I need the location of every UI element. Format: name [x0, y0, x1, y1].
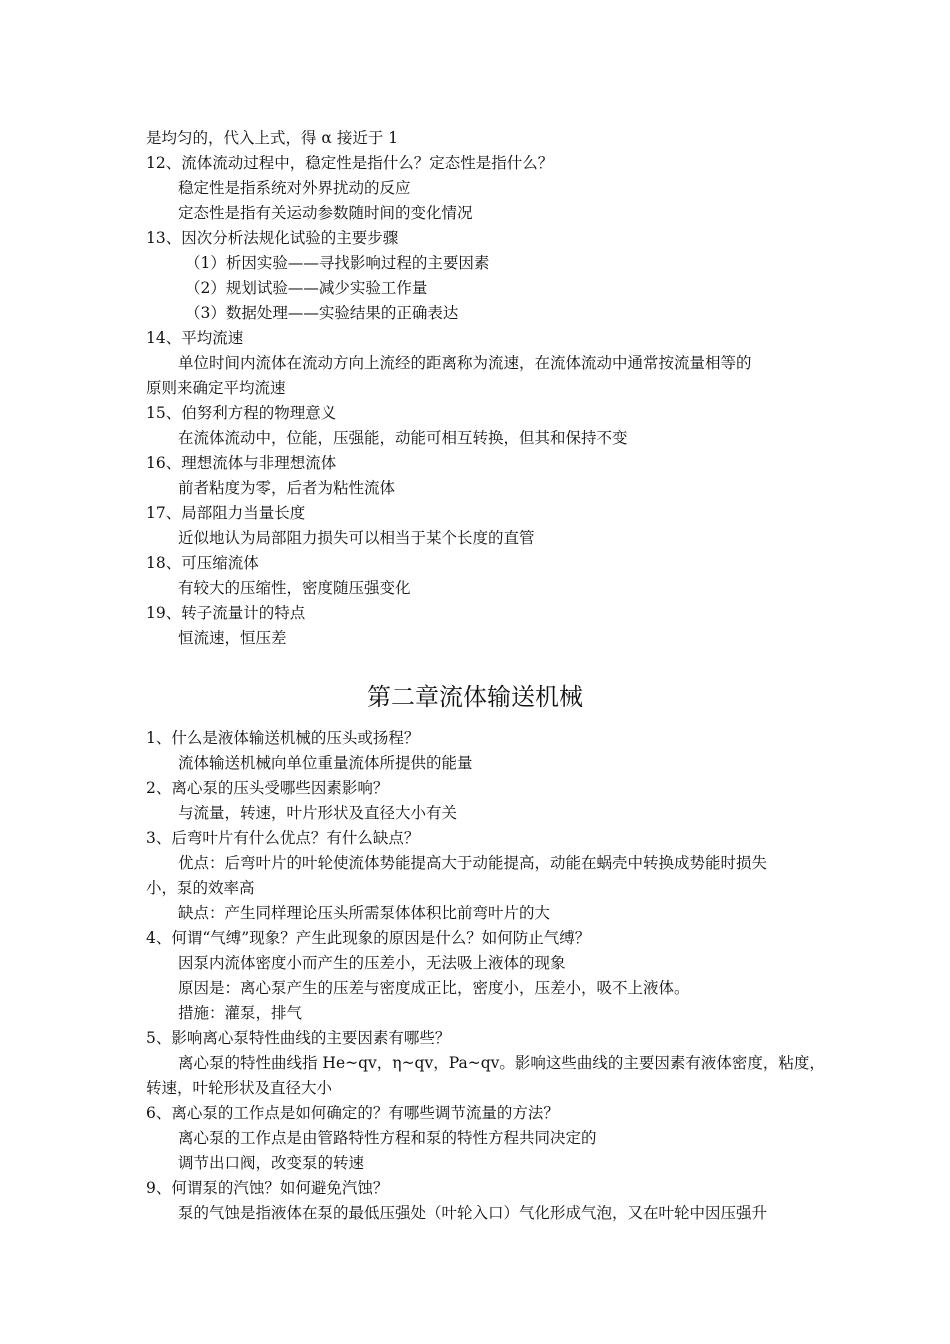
text-line: 是均匀的，代入上式，得 α 接近于 1: [146, 129, 399, 147]
answer-line: 原则来确定平均流速: [146, 379, 286, 397]
answer-line: 小，泵的效率高: [146, 879, 255, 897]
answer-line: 前者粘度为零，后者为粘性流体: [178, 479, 396, 497]
answer-line: 调节出口阀，改变泵的转速: [178, 1154, 365, 1172]
answer-line: 定态性是指有关运动参数随时间的变化情况: [178, 204, 473, 222]
question-heading: 15、伯努利方程的物理意义: [146, 404, 337, 422]
answer-line: 缺点：产生同样理论压头所需泵体体积比前弯叶片的大: [178, 904, 551, 922]
question-heading: 3、后弯叶片有什么优点？有什么缺点？: [146, 829, 420, 847]
question-heading: 4、何谓“气缚”现象？产生此现象的原因是什么？如何防止气缚？: [146, 929, 591, 947]
question-heading: 16、理想流体与非理想流体: [146, 454, 337, 472]
list-item: （2）规划试验——减少实验工作量: [185, 279, 428, 297]
answer-line: 稳定性是指系统对外界扰动的反应: [178, 179, 411, 197]
answer-line: 与流量，转速，叶片形状及直径大小有关: [178, 804, 458, 822]
question-heading: 12、流体流动过程中，稳定性是指什么？定态性是指什么？: [146, 154, 554, 172]
answer-line: 泵的气蚀是指液体在泵的最低压强处（叶轮入口）气化形成气泡，又在叶轮中因压强升: [178, 1204, 768, 1222]
question-heading: 19、转子流量计的特点: [146, 604, 306, 622]
list-item: （1）析因实验——寻找影响过程的主要因素: [185, 254, 490, 272]
question-heading: 13、因次分析法规化试验的主要步骤: [146, 229, 399, 247]
answer-line: 优点：后弯叶片的叶轮使流体势能提高大于动能提高，动能在蜗壳中转换成势能时损失: [178, 854, 768, 872]
answer-line: 单位时间内流体在流动方向上流经的距离称为流速，在流体流动中通常按流量相等的: [178, 354, 752, 372]
question-heading: 17、局部阻力当量长度: [146, 504, 306, 522]
question-heading: 5、影响离心泵特性曲线的主要因素有哪些？: [146, 1029, 451, 1047]
answer-line: 在流体流动中，位能，压强能，动能可相互转换，但其和保持不变: [178, 429, 628, 447]
answer-line: 离心泵的特性曲线指 He~qv，η~qv，Pa~qv。影响这些曲线的主要因素有液体密度，粘度，: [178, 1054, 825, 1072]
chapter-title: 第二章流体输送机械: [367, 683, 583, 711]
question-heading: 1、什么是液体输送机械的压头或扬程？: [146, 729, 420, 747]
question-heading: 9、何谓泵的汽蚀？如何避免汽蚀？: [146, 1179, 389, 1197]
answer-line: 近似地认为局部阻力损失可以相当于某个长度的直管: [178, 529, 535, 547]
answer-line: 转速，叶轮形状及直径大小: [146, 1079, 333, 1097]
answer-line: 措施：灌泵，排气: [178, 1004, 303, 1022]
answer-line: 流体输送机械向单位重量流体所提供的能量: [178, 754, 473, 772]
answer-line: 因泵内流体密度小而产生的压差小，无法吸上液体的现象: [178, 954, 566, 972]
question-heading: 6、离心泵的工作点是如何确定的？有哪些调节流量的方法？: [146, 1104, 559, 1122]
question-heading: 2、离心泵的压头受哪些因素影响？: [146, 779, 389, 797]
list-item: （3）数据处理——实验结果的正确表达: [185, 304, 459, 322]
answer-line: 原因是：离心泵产生的压差与密度成正比，密度小，压差小，吸不上液体。: [178, 979, 690, 997]
answer-line: 离心泵的工作点是由管路特性方程和泵的特性方程共同决定的: [178, 1129, 597, 1147]
question-heading: 18、可压缩流体: [146, 554, 259, 572]
answer-line: 有较大的压缩性，密度随压强变化: [178, 579, 411, 597]
answer-line: 恒流速，恒压差: [178, 629, 287, 647]
question-heading: 14、平均流速: [146, 329, 244, 347]
